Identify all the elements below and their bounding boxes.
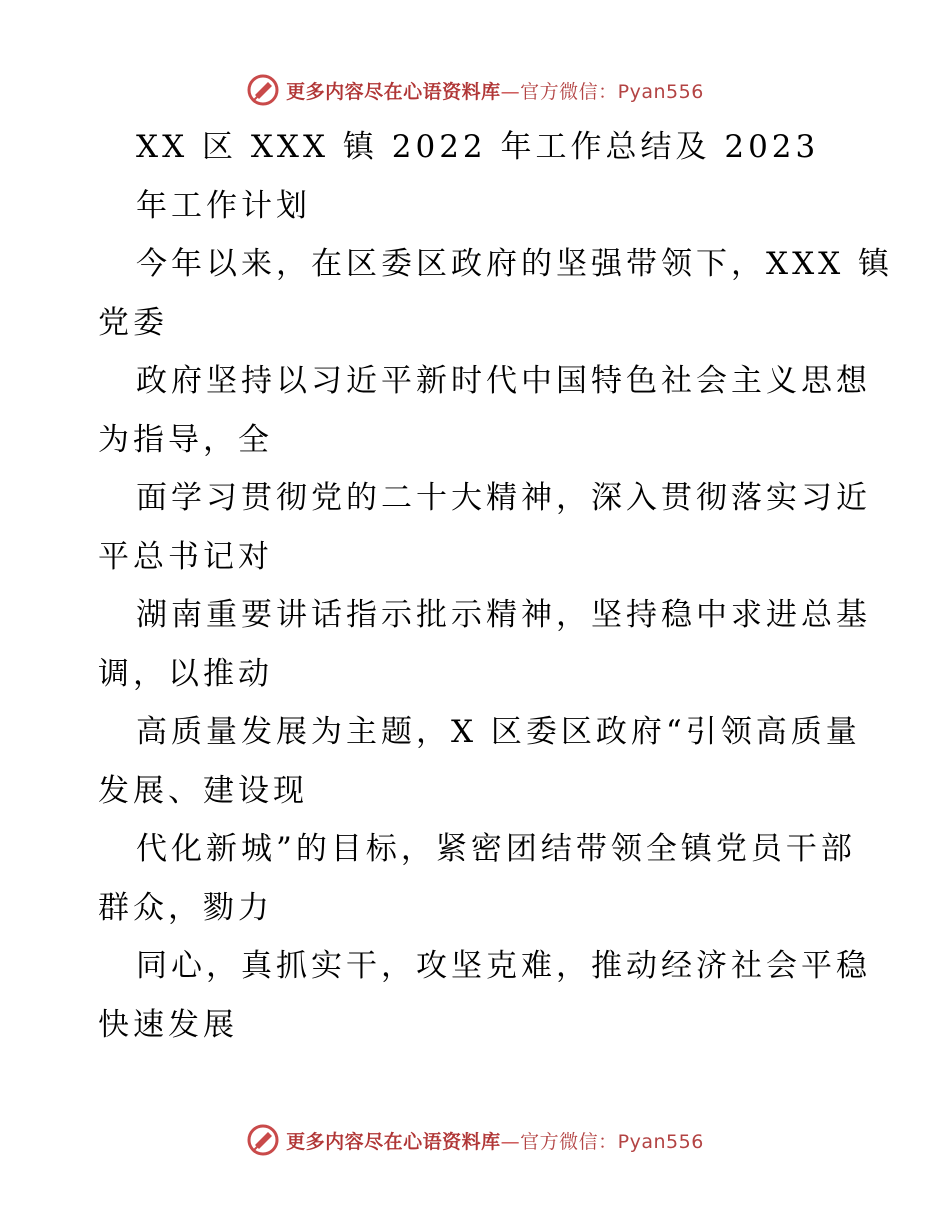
paragraph-line: 发展、建设现 bbox=[98, 772, 308, 809]
brand-logo-icon bbox=[246, 73, 280, 107]
title-line-1: XX 区 XXX 镇 2022 年工作总结及 2023 bbox=[136, 129, 820, 165]
paragraph-line: 今年以来，在区委区政府的坚强带领下，XXX 镇 bbox=[136, 246, 894, 282]
paragraph-line: 高质量发展为主题，X 区委区政府“引领高质量 bbox=[136, 714, 861, 750]
footer-wechat-text: 官方微信：Pyan556 bbox=[520, 1130, 704, 1153]
footer-watermark-text bbox=[286, 1127, 704, 1154]
header-wechat-text: 官方微信：Pyan556 bbox=[520, 80, 704, 103]
paragraph-line: 平总书记对 bbox=[98, 538, 273, 575]
paragraph-line: 代化新城”的目标，紧密团结带领全镇党员干部 bbox=[136, 831, 856, 867]
footer-brand-text: 更多内容尽在心语资料库 bbox=[286, 1130, 501, 1153]
header-brand-text: 更多内容尽在心语资料库 bbox=[286, 80, 501, 103]
title-line-2: 年工作计划 bbox=[136, 187, 311, 224]
paragraph-line: 湖南重要讲话指示批示精神，坚持稳中求进总基 bbox=[136, 597, 871, 633]
document-body bbox=[98, 118, 894, 1054]
footer-watermark bbox=[0, 1120, 950, 1160]
header-separator: — bbox=[500, 80, 521, 103]
paragraph-line: 党委 bbox=[98, 304, 168, 341]
paragraph-line: 快速发展 bbox=[98, 1006, 238, 1043]
header-watermark bbox=[0, 70, 950, 110]
paragraph-line: 同心，真抓实干，攻坚克难，推动经济社会平稳 bbox=[136, 948, 871, 984]
paragraph-line: 调，以推动 bbox=[98, 655, 273, 692]
paragraph-line: 政府坚持以习近平新时代中国特色社会主义思想 bbox=[136, 363, 871, 399]
footer-separator: — bbox=[500, 1130, 521, 1153]
paragraph-line: 面学习贯彻党的二十大精神，深入贯彻落实习近 bbox=[136, 480, 871, 516]
paragraph-line: 为指导，全 bbox=[98, 421, 273, 458]
brand-logo-icon bbox=[246, 1123, 280, 1157]
paragraph-line: 群众，勠力 bbox=[98, 889, 273, 926]
header-watermark-text bbox=[286, 77, 704, 104]
